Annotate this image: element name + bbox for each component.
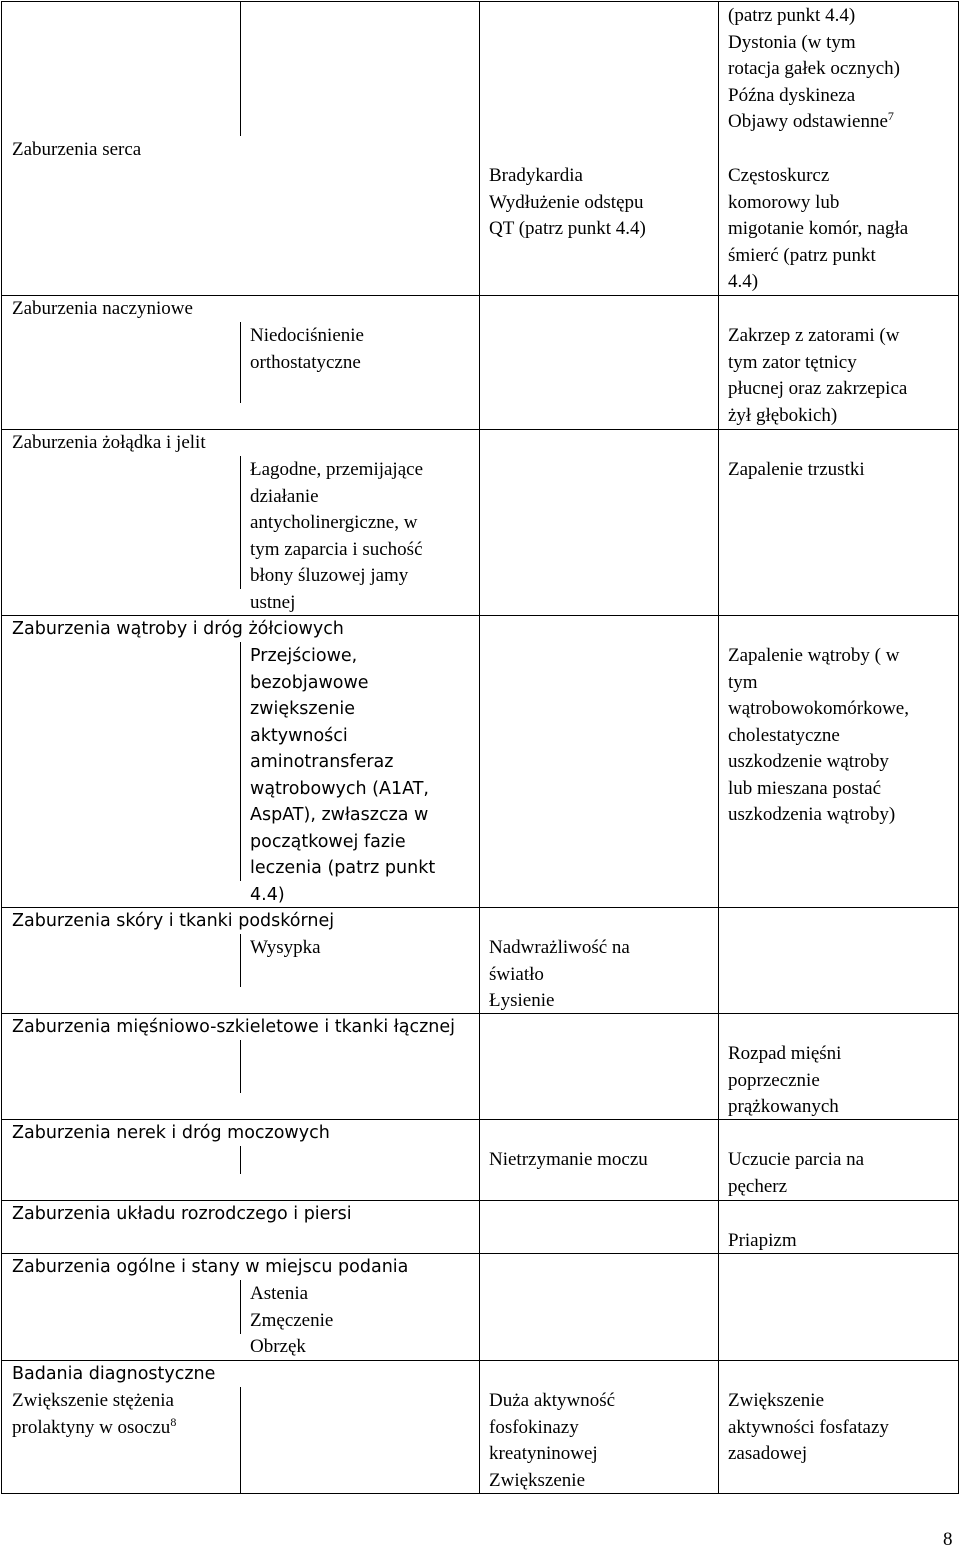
column-divider xyxy=(240,456,241,589)
frequency-cell-text: (patrz punkt 4.4) Dystonia (w tym rotacja gałek ocznych) Późna dyskineza Objawy odstawienne$^7$ xyxy=(728,5,900,132)
frequency-cell-text: Astenia Zmęczenie Obrzęk xyxy=(250,1283,334,1357)
frequency-cell-text: Częstoskurcz komorowy lub migotanie komór, nagła śmierć (patrz punkt 4.4) xyxy=(728,165,909,292)
frequency-cell-text: Zwiększenie aktywności fosfatazy zasadowej xyxy=(728,1390,889,1464)
column-divider xyxy=(240,1040,241,1093)
table-border-right xyxy=(958,1,959,1494)
category-label: Zaburzenia naczyniowe xyxy=(12,298,193,319)
category-label: Zaburzenia układu rozrodczego i piersi xyxy=(12,1204,352,1224)
category-label: Zaburzenia nerek i dróg moczowych xyxy=(12,1123,330,1143)
category-label: Zaburzenia mięśniowo-szkieletowe i tkanki łącznej xyxy=(12,1017,456,1037)
category-label: Zaburzenia wątroby i dróg żółciowych xyxy=(12,619,344,639)
table-border-top xyxy=(1,1,959,2)
column-divider xyxy=(240,1280,241,1334)
column-divider xyxy=(240,1387,241,1494)
column-divider xyxy=(240,934,241,987)
column-divider xyxy=(479,1,480,1494)
frequency-cell-text: Zwiększenie stężenia prolaktyny w osoczu$^8$ xyxy=(12,1390,177,1438)
frequency-cell-text: Wysypka xyxy=(250,937,321,958)
frequency-cell-text: Uczucie parcia na pęcherz xyxy=(728,1149,865,1197)
column-divider xyxy=(240,1,241,136)
frequency-cell-text: Nietrzymanie moczu xyxy=(489,1149,648,1170)
category-label: Badania diagnostyczne xyxy=(12,1364,216,1384)
category-label: Zaburzenia żołądka i jelit xyxy=(12,432,206,453)
frequency-cell-text: Priapizm xyxy=(728,1230,797,1251)
frequency-cell-text: Rozpad mięśni poprzecznie prążkowanych xyxy=(728,1043,842,1117)
frequency-cell-text: Nadwrażliwość na światło Łysienie xyxy=(489,937,630,1011)
frequency-cell-text: Zakrzep z zatorami (w tym zator tętnicy płucnej oraz zakrzepica żył głębokich) xyxy=(728,325,908,426)
category-label: Zaburzenia ogólne i stany w miejscu podania xyxy=(12,1257,409,1277)
frequency-cell-text: Przejściowe, bezobjawowe zwiększenie aktywności aminotransferaz wątrobowych (A1AT, AspAT), zwłaszcza w początkowej fazie leczenia (patrz punkt 4.4) xyxy=(250,646,436,905)
column-divider xyxy=(240,322,241,403)
frequency-cell-text: Zapalenie trzustki xyxy=(728,459,865,480)
footnote-marker: 8 xyxy=(170,1414,177,1429)
table-border-left xyxy=(1,1,2,1494)
table-border-bottom xyxy=(1,1493,959,1494)
page-number: 8 xyxy=(943,1529,953,1550)
frequency-cell-text: Łagodne, przemijające działanie antycholinergiczne, w tym zaparcia i suchość błony śluzowej jamy ustnej xyxy=(250,459,424,613)
footnote-marker: 7 xyxy=(887,109,894,123)
column-divider xyxy=(240,642,241,881)
category-label: Zaburzenia skóry i tkanki podskórnej xyxy=(12,911,335,931)
category-label: Zaburzenia serca xyxy=(12,139,142,160)
frequency-cell-text: Bradykardia Wydłużenie odstępu QT (patrz punkt 4.4) xyxy=(489,165,646,239)
column-divider xyxy=(240,1146,241,1174)
frequency-cell-text: Niedociśnienie orthostatyczne xyxy=(250,325,364,373)
frequency-cell-text: Duża aktywność fosfokinazy kreatyninowej Zwiększenie xyxy=(489,1390,616,1491)
column-divider xyxy=(718,1,719,1494)
frequency-cell-text: Zapalenie wątroby ( w tym wątrobowokomórkowe, cholestatyczne uszkodzenie wątroby lub mieszana postać uszkodzenia wątroby) xyxy=(728,645,909,825)
